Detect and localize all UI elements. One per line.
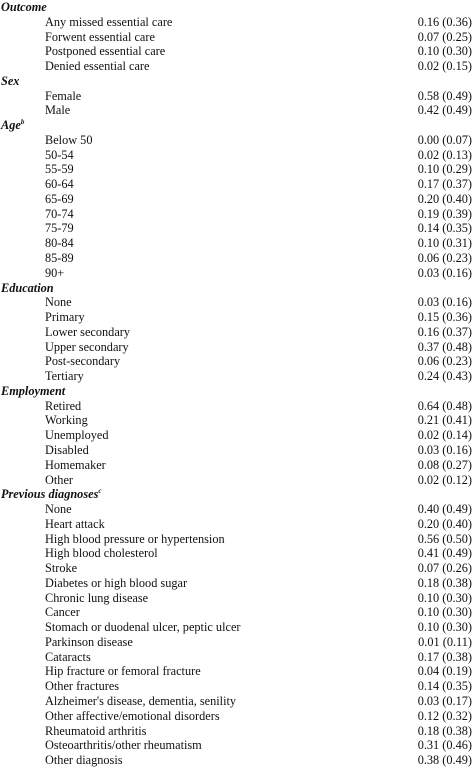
row-label: Unemployed [45,428,109,443]
row-label: 70-74 [45,206,74,221]
row-value: 0.01 (0.11) [418,634,472,649]
row-label: None [45,502,72,517]
table-row [0,266,474,281]
row-value: 0.64 (0.48) [417,398,472,413]
row-label: Diabetes or high blood sugar [45,575,188,590]
row-value: 0.16 (0.37) [417,324,472,339]
row-label: Lower secondary [45,324,131,339]
row-label: Other [45,472,73,487]
table-row [0,473,474,488]
row-label: 80-84 [45,236,74,251]
row-label: 75-79 [45,221,74,236]
row-label: Disabled [45,442,89,457]
row-label: Postponed essential care [45,44,166,59]
row-label: Hip fracture or femoral fracture [45,664,201,679]
table-row [0,679,474,694]
section-title: Previous diagnoses [1,487,99,502]
row-value: 0.10 (0.31) [417,236,472,251]
row-value: 0.08 (0.27) [417,457,472,472]
table-row [0,354,474,369]
row-label: Male [45,103,71,118]
table-row [0,576,474,591]
row-value: 0.16 (0.36) [417,14,472,29]
row-label: Below 50 [45,132,93,147]
row-value: 0.41 (0.49) [417,546,472,561]
row-label: Chronic lung disease [45,590,149,605]
row-value: 0.58 (0.49) [417,88,472,103]
row-label: High blood pressure or hypertension [45,531,225,546]
table-row [0,664,474,679]
table-row [0,605,474,620]
table-row [0,340,474,355]
table-row [0,413,474,428]
row-label: Parkinson disease [45,634,133,649]
row-value: 0.20 (0.40) [417,516,472,531]
row-label: Cataracts [45,649,91,664]
row-value: 0.14 (0.35) [417,221,472,236]
table-row [0,325,474,340]
row-label: Other affective/emotional disorders [45,708,220,723]
row-value: 0.21 (0.41) [417,413,472,428]
table-row [0,207,474,222]
table-row [0,709,474,724]
row-value: 0.10 (0.30) [417,605,472,620]
row-value: 0.03 (0.17) [417,693,472,708]
section-title: Age [1,118,21,133]
table-row [0,517,474,532]
row-value: 0.38 (0.49) [417,753,472,768]
table-row [0,30,474,45]
row-value: 0.18 (0.38) [417,575,472,590]
row-value: 0.02 (0.14) [417,428,472,443]
row-label: Other diagnosis [45,753,123,768]
table-row [0,44,474,59]
table-row [0,192,474,207]
row-label: Retired [45,398,82,413]
row-label: Other fractures [45,679,120,694]
row-value: 0.56 (0.50) [417,531,472,546]
table-row [0,428,474,443]
row-value: 0.40 (0.49) [417,502,472,517]
row-value: 0.03 (0.16) [417,295,472,310]
section-heading-outcome [0,0,474,15]
row-value: 0.07 (0.26) [417,561,472,576]
row-label: Osteoarthritis/other rheumatism [45,738,202,753]
section-title: Employment [1,383,66,398]
table-row [0,148,474,163]
row-label: Any missed essential care [45,14,173,29]
row-label: 90+ [45,265,65,280]
row-value: 0.02 (0.15) [417,59,472,74]
section-title: Outcome [1,0,47,14]
section-footnote-marker: b [20,118,25,127]
row-value: 0.31 (0.46) [417,738,472,753]
row-label: 65-69 [45,191,74,206]
table-row [0,620,474,635]
row-value: 0.15 (0.36) [417,310,472,325]
row-label: 60-64 [45,177,74,192]
table-row [0,738,474,753]
row-value: 0.14 (0.35) [417,679,472,694]
table-row [0,561,474,576]
row-label: Upper secondary [45,339,129,354]
table-row [0,236,474,251]
row-label: Tertiary [45,369,84,384]
row-value: 0.07 (0.25) [417,29,472,44]
table-row [0,502,474,517]
table-row [0,724,474,739]
row-label: Alzheimer's disease, dementia, senility [45,693,237,708]
row-value: 0.06 (0.23) [417,354,472,369]
row-value: 0.37 (0.48) [417,339,472,354]
table-row [0,443,474,458]
row-label: Working [45,413,88,428]
row-label: 50-54 [45,147,74,162]
table-row [0,591,474,606]
row-value: 0.03 (0.16) [417,265,472,280]
row-value: 0.24 (0.43) [417,369,472,384]
table-row [0,133,474,148]
table-row [0,295,474,310]
row-value: 0.02 (0.12) [417,472,472,487]
row-label: Primary [45,310,85,325]
section-heading-previous-diagnoses [0,487,474,502]
table-row [0,162,474,177]
row-label: 55-59 [45,162,74,177]
table-row [0,694,474,709]
row-label: Rheumatoid arthritis [45,723,147,738]
row-value: 0.42 (0.49) [417,103,472,118]
row-label: Stomach or duodenal ulcer, peptic ulcer [45,620,241,635]
section-title: Education [1,280,54,295]
section-heading-education [0,281,474,296]
table-row [0,532,474,547]
row-value: 0.12 (0.32) [417,708,472,723]
row-value: 0.10 (0.30) [417,590,472,605]
table-row [0,59,474,74]
row-value: 0.06 (0.23) [417,251,472,266]
row-label: None [45,295,72,310]
row-value: 0.20 (0.40) [417,191,472,206]
row-label: Denied essential care [45,59,150,74]
row-value: 0.18 (0.38) [417,723,472,738]
row-value: 0.00 (0.07) [417,132,472,147]
row-label: Female [45,88,82,103]
table-row [0,458,474,473]
row-label: Post-secondary [45,354,121,369]
table-row [0,103,474,118]
row-label: Heart attack [45,516,105,531]
row-value: 0.17 (0.37) [417,177,472,192]
table-row [0,15,474,30]
section-heading-age [0,118,474,133]
table-row [0,177,474,192]
table-row [0,546,474,561]
table-row [0,89,474,104]
row-label: 85-89 [45,251,74,266]
table-row [0,221,474,236]
section-heading-employment [0,384,474,399]
row-label: Homemaker [45,457,106,472]
table-row [0,635,474,650]
section-footnote-marker: c [98,487,102,496]
row-value: 0.10 (0.29) [417,162,472,177]
table-row [0,753,474,768]
row-value: 0.19 (0.39) [417,206,472,221]
section-title: Sex [1,73,20,88]
row-label: Forwent essential care [45,29,155,44]
row-label: High blood cholesterol [45,546,158,561]
row-value: 0.03 (0.16) [417,442,472,457]
section-heading-sex [0,74,474,89]
row-value: 0.17 (0.38) [417,649,472,664]
row-label: Stroke [45,561,78,576]
row-value: 0.02 (0.13) [417,147,472,162]
row-value: 0.10 (0.30) [417,620,472,635]
table-row [0,310,474,325]
table-row [0,369,474,384]
table-row [0,650,474,665]
table-row [0,251,474,266]
table-row [0,399,474,414]
row-value: 0.10 (0.30) [417,44,472,59]
row-label: Cancer [45,605,80,620]
row-value: 0.04 (0.19) [417,664,472,679]
